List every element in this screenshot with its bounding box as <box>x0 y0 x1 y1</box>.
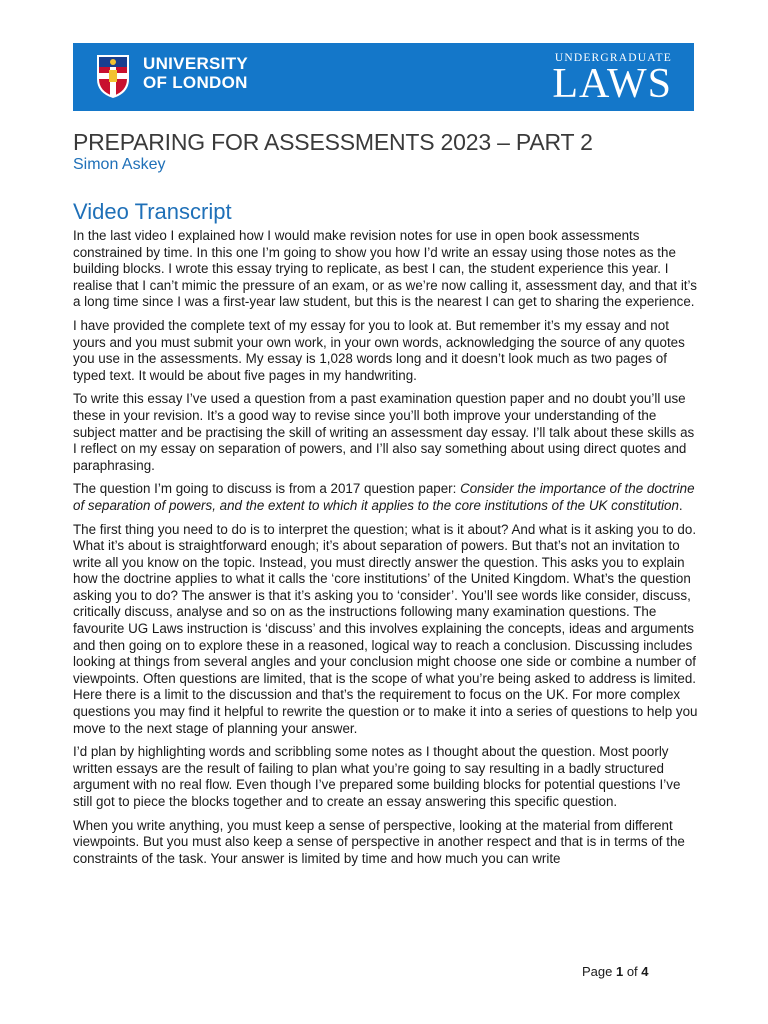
page-of: of <box>623 964 642 979</box>
document-title: PREPARING FOR ASSESSMENTS 2023 – PART 2 <box>73 129 593 155</box>
university-name <box>143 54 248 92</box>
header-banner <box>73 43 694 111</box>
brand-large-text: LAWS <box>552 61 672 107</box>
question-text: Consider the importance of the doctrine of separation of powers, and the extent to which it applies to the core institutions of the UK constitution <box>73 481 695 513</box>
page-label: Page <box>582 964 616 979</box>
university-name-line2: OF LONDON <box>143 73 248 92</box>
question-end: . <box>678 497 683 513</box>
brand-small-text: UNDERGRADUATE <box>554 52 672 64</box>
document-body <box>73 228 698 874</box>
paragraph-1: In the last video I explained how I would make revision notes for use in open book assessments constrained by time. In this one I’m going to show you how I’d write an essay using those notes as the building blocks. I wrote this essay trying to replicate, as best I can, the student experience this year. I realise that I can’t mimic the pressure of an exam, or as we’re now calling it, assessment day, and that it’s a long time since I was a first-year law student, but this is the nearest I can get to sharing the experience. <box>73 228 697 310</box>
question-intro: The question I’m going to discuss is from a 2017 question paper: <box>73 481 461 497</box>
author-name: Simon Askey <box>73 156 166 173</box>
university-name-line1: UNIVERSITY <box>143 54 249 73</box>
paragraph-7: When you write anything, you must keep a sense of perspective, looking at the material from different viewpoints. But you must also keep a sense of perspective in another respect and that is in terms of the constraints of the task. Your answer is limited by time and how much you can write <box>73 817 685 866</box>
page-current: 1 <box>615 964 624 979</box>
page-footer <box>582 964 649 979</box>
university-crest-icon <box>95 53 131 99</box>
undergraduate-laws-logo <box>552 52 672 107</box>
paragraph-6: I’d plan by highlighting words and scribbling some notes as I thought about the question. Most poorly written essays are the result of failing to plan what you’re going to say resulting in a badly structured argument with no real flow. Even though I’ve prepared some building blocks for potential questions I’ve still got to piece the blocks together and to create an essay answering this specific question. <box>73 744 681 809</box>
paragraph-2: I have provided the complete text of my essay for you to look at. But remember it’s my essay and not yours and you must submit your own work, in your own words, acknowledging the source of any quotes you use in the assessments. My essay is 1,028 words long and it doesn’t look much as two pages of typed text. It would be about five pages in my handwriting. <box>73 317 685 383</box>
page-total: 4 <box>641 964 649 979</box>
paragraph-3: To write this essay I’ve used a question from a past examination question paper and no doubt you’ll use these in your revision. It’s a good way to revise since you’ll both improve your understanding of the subject matter and be practising the skill of writing an assessment day essay. I’ll talk about these skills as I reflect on my essay on separation of powers, and I’ll also say something about using direct quotes and paraphrasing. <box>73 391 695 473</box>
section-heading: Video Transcript <box>73 199 232 224</box>
paragraph-5: The first thing you need to do is to interpret the question; what is it about? And what is it asking you to do. What it’s about is straightforward enough; it’s about separation of powers. But that’s not an invitation to write all you know on the topic. Instead, you must directly answer the question. This asks you to explain how the doctrine applies to what it calls the ‘core institutions’ of the United Kingdom. What’s the question asking you to do? The answer is that it’s asking you to ‘consider’. You’ll see words like consider, discuss, critically discuss, analyse and so on as the instructions following many examination questions. The favourite UG Laws instruction is ‘discuss’ and this involves explaining the concepts, ideas and arguments and then going on to explore these in a reasoned, logical way to reach a conclusion. Discussing includes looking at things from several angles and your conclusion might choose one side or combine a number of viewpoints. Often questions are limited, that is the scope of what you’re being asked to address is limited. Here there is a limit to the discussion and that’s the requirement to focus on the UK. For more complex questions you may find it helpful to rewrite the question or to make it into a series of questions to help you move to the next stage of planning your answer. <box>73 521 698 736</box>
paragraph-question <box>73 481 698 514</box>
